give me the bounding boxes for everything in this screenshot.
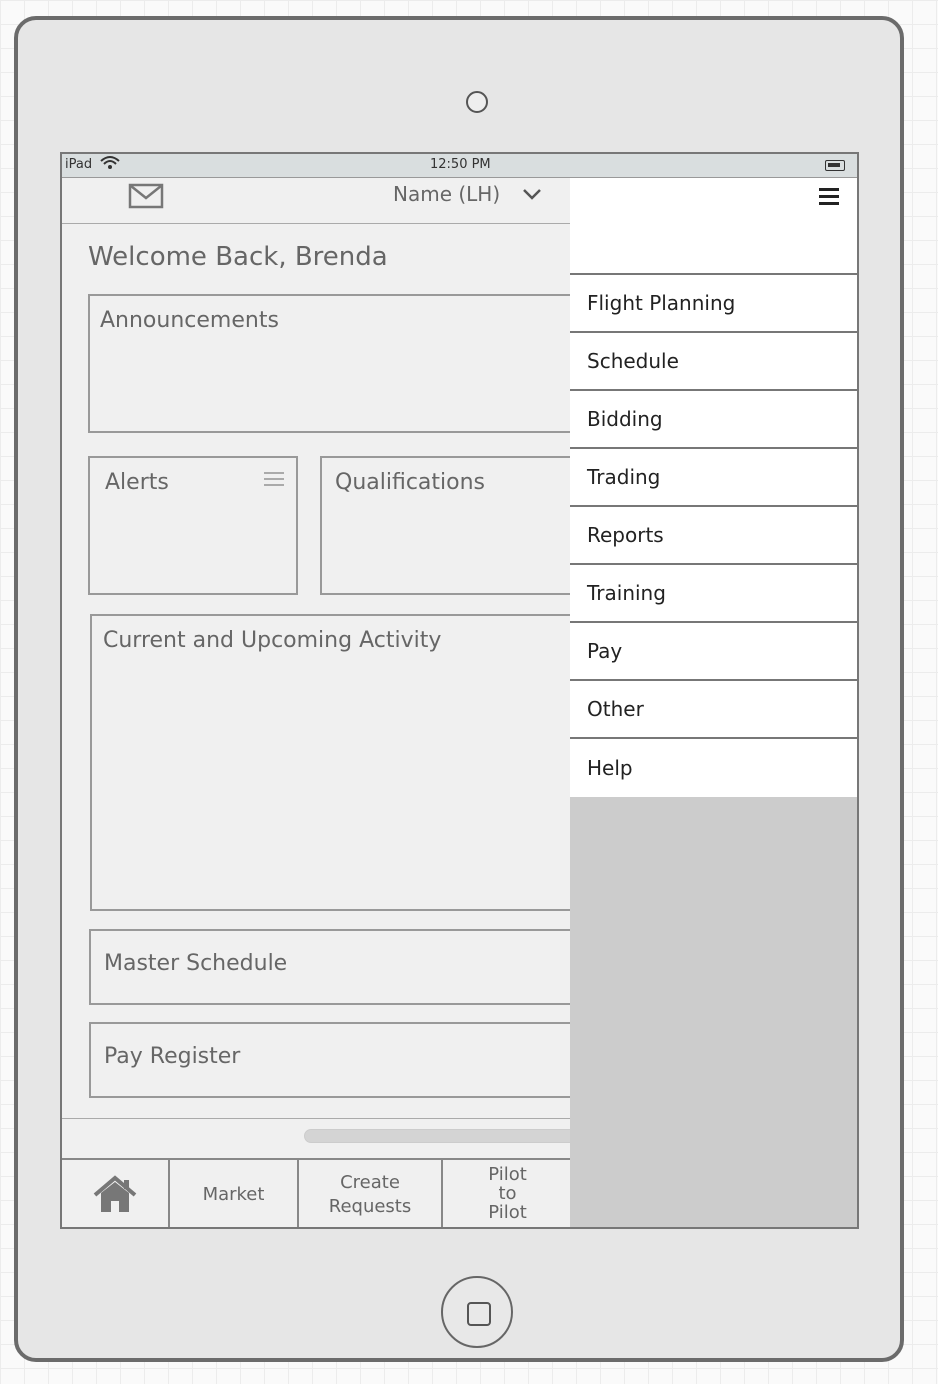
qualifications-title: Qualifications xyxy=(335,470,486,495)
divider xyxy=(62,1118,572,1119)
tab-market-label: Market xyxy=(202,1183,265,1205)
announcements-title: Announcements xyxy=(100,308,279,333)
master-schedule-title: Master Schedule xyxy=(104,951,288,976)
qualifications-panel[interactable] xyxy=(320,456,588,595)
master-schedule-panel[interactable] xyxy=(89,929,588,1005)
tab-pilot-to-pilot[interactable] xyxy=(443,1160,572,1229)
menu-item-training[interactable]: Training xyxy=(570,563,859,621)
user-name-dropdown[interactable] xyxy=(393,182,542,206)
tab-home[interactable] xyxy=(62,1160,170,1229)
tab-create-line-2: Requests xyxy=(328,1195,412,1217)
activity-panel[interactable] xyxy=(90,614,588,911)
welcome-heading: Welcome Back, Brenda xyxy=(88,242,388,272)
tab-pilot-line-2: to xyxy=(498,1183,517,1205)
menu-item-flight-planning[interactable]: Flight Planning xyxy=(570,273,859,331)
tab-create-line-1: Create xyxy=(340,1172,400,1194)
tab-market[interactable] xyxy=(170,1160,299,1229)
carrier-label: iPad xyxy=(65,157,93,172)
status-time: 12:50 PM xyxy=(430,157,491,172)
envelope-icon[interactable] xyxy=(128,181,164,211)
status-bar xyxy=(62,154,857,178)
alerts-title: Alerts xyxy=(105,470,169,495)
pay-register-panel[interactable] xyxy=(89,1022,588,1098)
menu-item-pay[interactable]: Pay xyxy=(570,621,859,679)
list-icon[interactable] xyxy=(264,472,284,488)
drawer-header xyxy=(570,178,859,273)
chevron-down-icon xyxy=(522,187,542,201)
device-home-button[interactable] xyxy=(441,1276,513,1348)
announcements-panel[interactable] xyxy=(88,294,588,433)
pay-register-title: Pay Register xyxy=(104,1044,241,1069)
home-icon xyxy=(93,1175,137,1215)
home-button-square-icon xyxy=(467,1302,491,1326)
menu-item-trading[interactable]: Trading xyxy=(570,447,859,505)
tab-create-requests-label xyxy=(329,1171,412,1218)
side-menu-drawer xyxy=(570,178,859,1229)
tab-pilot-line-3: Pilot xyxy=(488,1201,527,1223)
activity-title: Current and Upcoming Activity xyxy=(103,628,442,653)
menu-item-reports[interactable]: Reports xyxy=(570,505,859,563)
tab-create-requests[interactable] xyxy=(299,1160,443,1229)
tab-pilot-line-1: Pilot xyxy=(488,1164,527,1186)
screen xyxy=(60,152,859,1229)
menu-item-schedule[interactable]: Schedule xyxy=(570,331,859,389)
user-name-label: Name (LH) xyxy=(393,182,501,206)
menu-item-bidding[interactable]: Bidding xyxy=(570,389,859,447)
hamburger-icon[interactable] xyxy=(819,188,839,206)
alerts-panel[interactable] xyxy=(88,456,298,595)
menu-list xyxy=(570,273,859,797)
battery-icon xyxy=(825,160,845,171)
menu-item-other[interactable]: Other xyxy=(570,679,859,737)
bottom-tab-bar xyxy=(62,1158,572,1229)
menu-item-help[interactable]: Help xyxy=(570,737,859,797)
horizontal-scrollbar[interactable] xyxy=(304,1129,604,1143)
camera-icon xyxy=(466,91,488,113)
tab-pilot-to-pilot-label xyxy=(488,1166,527,1223)
wifi-icon xyxy=(100,155,120,175)
